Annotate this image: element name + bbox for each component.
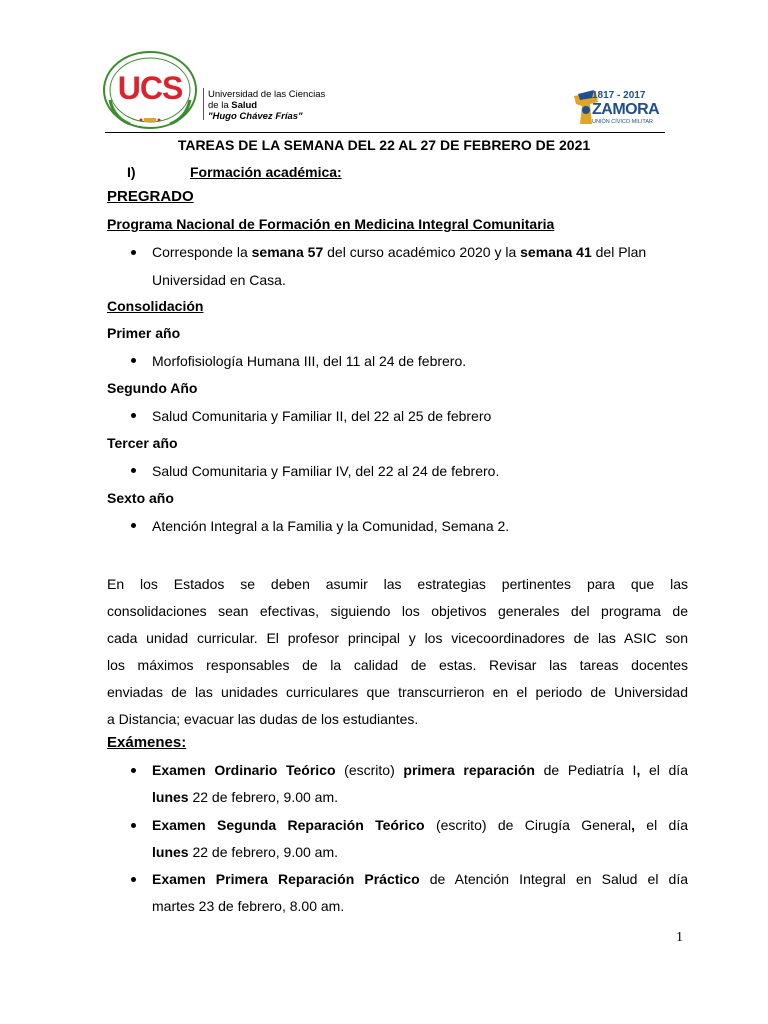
header xyxy=(100,44,665,134)
year-heading: Segundo Año xyxy=(107,380,198,396)
year-item: Salud Comunitaria y Familiar II, del 22 al 25 de febrero xyxy=(152,408,492,424)
exam-line-1: Examen Ordinario Teórico (escrito) primera reparación de Pediatría I, el día xyxy=(152,762,688,778)
university-name xyxy=(208,89,348,122)
paragraph-line: a Distancia; evacuar las dudas de los estudiantes. xyxy=(107,711,419,727)
section-label: Formación académica: xyxy=(190,164,342,180)
examenes-heading: Exámenes: xyxy=(107,734,187,751)
paragraph-line: consolidaciones sean efectivas, siguiendo los objetivos generales del programa de xyxy=(107,603,688,619)
pregrado-heading: PREGRADO xyxy=(107,188,194,205)
consolidacion-heading: Consolidación xyxy=(107,298,204,314)
document-title: TAREAS DE LA SEMANA DEL 22 AL 27 DE FEBRERO DE 2021 xyxy=(177,137,591,153)
header-rule xyxy=(105,132,665,133)
bullet xyxy=(131,468,136,473)
year-heading: Tercer año xyxy=(107,435,178,451)
bullet xyxy=(131,768,136,773)
year-heading: Primer año xyxy=(107,325,181,341)
paragraph-line: los máximos responsables de la calidad de estas. Revisar las tareas docentes xyxy=(107,657,688,673)
bullet xyxy=(131,358,136,363)
page-number: 1 xyxy=(676,930,683,945)
bullet xyxy=(131,823,136,828)
correspond-line-1: Corresponde la semana 57 del curso académico 2020 y la semana 41 del Plan xyxy=(152,244,647,260)
exam-line-1: Examen Segunda Reparación Teórico (escrito) de Cirugía General, el día xyxy=(152,817,688,833)
year-heading: Sexto año xyxy=(107,490,174,506)
section-number: I) xyxy=(127,164,136,180)
exam-line-2: lunes 22 de febrero, 9.00 am. xyxy=(152,789,339,805)
zamora-years: 1817 - 2017 xyxy=(592,90,646,101)
bullet xyxy=(131,877,136,882)
paragraph-line: cada unidad curricular. El profesor principal y los vicecoordinadores de las ASIC son xyxy=(107,630,688,646)
program-heading: Programa Nacional de Formación en Medicina Integral Comunitaria xyxy=(107,216,555,232)
ucs-acronym: UCS xyxy=(117,70,183,106)
year-item: Salud Comunitaria y Familiar IV, del 22 al 24 de febrero. xyxy=(152,463,500,479)
correspond-line-2: Universidad en Casa. xyxy=(152,272,286,288)
univ-line-2: de la Salud xyxy=(208,100,258,111)
paragraph-line: En los Estados se deben asumir las estrategias pertinentes para que las xyxy=(107,576,688,592)
univ-line-3: "Hugo Chávez Frías" xyxy=(208,111,303,122)
univ-line-1: Universidad de las Ciencias xyxy=(208,89,326,100)
bullet xyxy=(131,413,136,418)
exam-line-2: martes 23 de febrero, 8.00 am. xyxy=(152,898,345,914)
zamora-name: ZAMORA xyxy=(592,101,660,118)
year-item: Morfofisiología Humana III, del 11 al 24 de febrero. xyxy=(152,353,467,369)
body-paragraph xyxy=(107,571,688,733)
year-item: Atención Integral a la Familia y la Comunidad, Semana 2. xyxy=(152,518,510,534)
exam-line-1: Examen Primera Reparación Práctico de Atención Integral en Salud el día xyxy=(152,871,688,887)
zamora-logo xyxy=(570,84,665,134)
exam-line-2: lunes 22 de febrero, 9.00 am. xyxy=(152,844,339,860)
header-divider xyxy=(203,88,204,120)
ucs-logo xyxy=(100,48,200,132)
bullet xyxy=(131,523,136,528)
zamora-subtitle: UNIÓN CÍVICO MILITAR xyxy=(592,119,654,125)
paragraph-line: enviadas de las unidades curriculares que transcurrieron en el periodo de Universidad xyxy=(107,684,688,700)
bullet xyxy=(131,250,136,255)
